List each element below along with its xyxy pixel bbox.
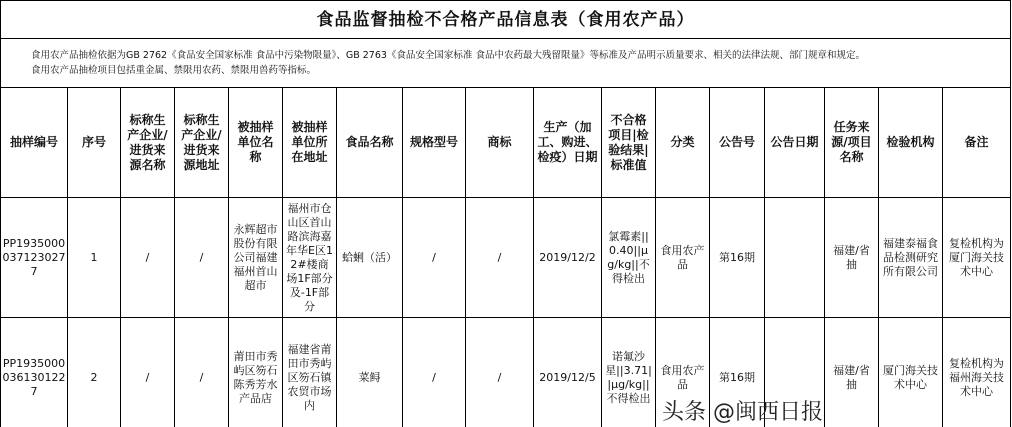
column-header: 序号 <box>68 88 121 198</box>
table-cell: / <box>403 198 466 318</box>
table-cell: 第16期 <box>710 318 765 427</box>
note-line: 食用农产品抽检依据为GB 2762《食品安全国家标准 食品中污染物限量》、GB 2763《食品安全国家标准 食品中农药最大残留限量》等标准及产品明示质量要求、相关的法律法规、部门规章和规定。 <box>31 50 865 61</box>
column-header: 公告号 <box>710 88 765 198</box>
table-cell: 福建泰福食品检测研究所有限公司 <box>879 198 943 318</box>
column-header: 公告日期 <box>765 88 825 198</box>
table-cell: / <box>466 318 534 427</box>
column-header: 被抽样单位名称 <box>229 88 283 198</box>
watermark: 头条 @闽西日报 <box>662 400 823 425</box>
column-header: 检验机构 <box>879 88 943 198</box>
table-cell: 永辉超市股份有限公司福建福州首山超市 <box>229 198 283 318</box>
table-cell: 2 <box>68 318 121 427</box>
table-cell: / <box>175 318 229 427</box>
column-header: 标称生产企业/进货来源地址 <box>175 88 229 198</box>
table-cell: / <box>121 198 175 318</box>
table-cell <box>765 198 825 318</box>
table-cell: 诺氟沙星||3.71||μg/kg||不得检出 <box>602 318 656 427</box>
column-header: 食品名称 <box>337 88 403 198</box>
header-row <box>1 88 1011 198</box>
table-cell: / <box>403 318 466 427</box>
table-cell: / <box>466 198 534 318</box>
table-cell: 食用农产品 <box>656 198 710 318</box>
table-cell: 菜鲟 <box>337 318 403 427</box>
table-cell: 福建/省抽 <box>825 198 879 318</box>
table-row <box>1 318 1011 427</box>
table-cell: / <box>175 198 229 318</box>
table-cell: PP19350000361301227 <box>1 318 68 427</box>
column-header: 商标 <box>466 88 534 198</box>
table-row <box>1 198 1011 318</box>
column-header: 抽样编号 <box>1 88 68 198</box>
table-cell: 福建/省抽 <box>825 318 879 427</box>
table-cell: 福州市仓山区首山路滨海嘉年华E区12#楼商场1F部分及-1F部分 <box>283 198 337 318</box>
table-cell: 食用农产品 <box>656 318 710 427</box>
table-cell: 第16期 <box>710 198 765 318</box>
table-cell: 2019/12/5 <box>534 318 602 427</box>
table-cell: 1 <box>68 198 121 318</box>
table-cell: 福建省莆田市秀屿区笏石镇农贸市场内 <box>283 318 337 427</box>
column-header: 规格型号 <box>403 88 466 198</box>
table-cell: 2019/12/2 <box>534 198 602 318</box>
column-header: 不合格项目|检验结果|标准值 <box>602 88 656 198</box>
table-cell: PP19350000371230277 <box>1 198 68 318</box>
page-title: 食品监督抽检不合格产品信息表（食用农产品） <box>1 1 1011 39</box>
table-cell: 复检机构为福州海关技术中心 <box>943 318 1011 427</box>
column-header: 分类 <box>656 88 710 198</box>
table-cell: 蛤蜊（活） <box>337 198 403 318</box>
table-cell: 复检机构为厦门海关技术中心 <box>943 198 1011 318</box>
column-header: 生产（加工、购进、检疫）日期 <box>534 88 602 198</box>
notes <box>1 39 1011 88</box>
column-header: 被抽样单位所在地址 <box>283 88 337 198</box>
table-cell: 莆田市秀屿区笏石陈秀芳水产品店 <box>229 318 283 427</box>
table-cell: 氯霉素||0.40||μg/kg||不得检出 <box>602 198 656 318</box>
table-cell: / <box>121 318 175 427</box>
column-header: 标称生产企业/进货来源名称 <box>121 88 175 198</box>
note-line: 食用农产品抽检项目包括重金属、禁限用农药、禁限用兽药等指标。 <box>31 65 317 76</box>
column-header: 备注 <box>943 88 1011 198</box>
table-cell: 厦门海关技术中心 <box>879 318 943 427</box>
column-header: 任务来源/项目名称 <box>825 88 879 198</box>
